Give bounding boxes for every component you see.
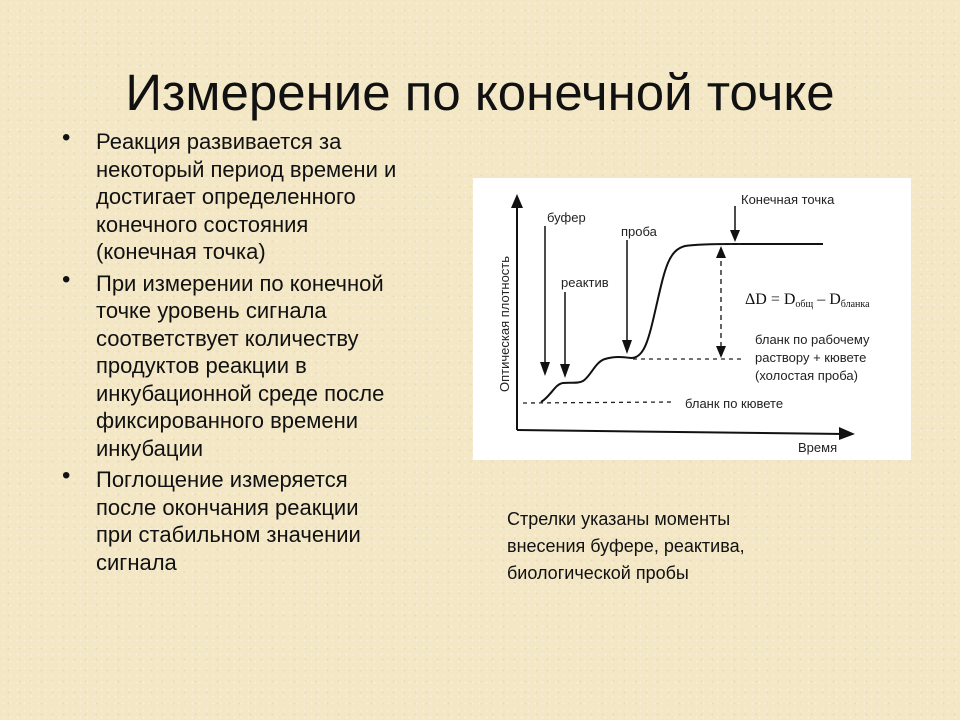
- endpoint-diagram-svg: [473, 178, 911, 460]
- sample-label: проба: [621, 224, 657, 239]
- bullet-list: [62, 124, 472, 580]
- x-axis-arrow-icon: [839, 427, 855, 440]
- blank-reagent-label-line2: раствору + кювете: [755, 350, 867, 365]
- endpoint-label: Конечная точка: [741, 192, 835, 207]
- endpoint-arrow-icon: [730, 230, 740, 242]
- bullet-item-reaction: [62, 124, 472, 266]
- blank-cuvette-label: бланк по кювете: [685, 396, 784, 411]
- slide-title: Измерение по конечной точке: [125, 64, 835, 121]
- delta-d-down-arrow-icon: [716, 346, 726, 358]
- delta-d-formula: ΔD = Dобщ – Dбланка: [745, 291, 870, 310]
- reagent-arrow-icon: [560, 364, 570, 378]
- bullet-item-signal-level: [62, 265, 472, 463]
- blank-cuvette-line: [523, 402, 673, 403]
- buffer-arrow-icon: [540, 362, 550, 376]
- bullet-marker: •: [62, 462, 71, 489]
- x-axis-label: Время: [798, 440, 838, 455]
- bullet-text: Поглощение измеряется после окончания реакции при стабильном значении сигнала: [96, 467, 361, 575]
- y-axis-label: Оптическая плотность: [497, 255, 512, 392]
- bullet-text: При измерении по конечной точке уровень сигнала соответствует количеству продуктов реакции в инкубационной среде после фиксированного времени инкубации: [96, 270, 385, 461]
- blank-reagent-label-line1: бланк по рабочему: [755, 332, 870, 347]
- buffer-label: буфер: [547, 210, 586, 225]
- y-axis-arrow-icon: [511, 194, 523, 208]
- bullet-marker: •: [62, 265, 71, 293]
- sample-arrow-icon: [622, 340, 632, 354]
- endpoint-diagram: [473, 178, 911, 460]
- reagent-label: реактив: [561, 275, 609, 290]
- blank-reagent-label-line3: (холостая проба): [755, 368, 858, 383]
- bullet-item-absorbance: [62, 462, 472, 576]
- delta-d-up-arrow-icon: [716, 246, 726, 258]
- bullet-marker: •: [62, 124, 71, 151]
- x-axis: [517, 430, 845, 434]
- figure-caption: Стрелки указаны моменты внесения буфере, реактива, биологической пробы: [507, 509, 745, 583]
- bullet-text: Реакция развивается за некоторый период времени и достигает определенного конечного состояния (конечная точка): [96, 129, 397, 264]
